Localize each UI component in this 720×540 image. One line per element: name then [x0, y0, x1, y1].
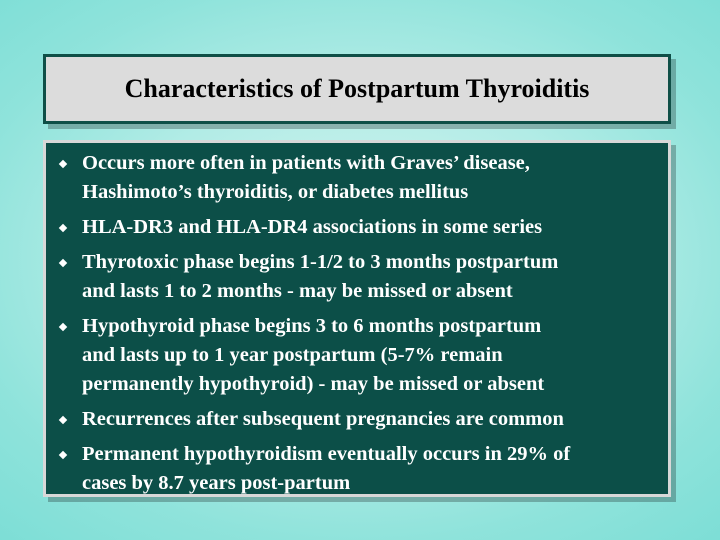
bullet-text	[82, 149, 658, 207]
diamond-bullet-icon	[59, 323, 67, 331]
bullet-item	[54, 213, 658, 242]
diamond-bullet-icon	[59, 416, 67, 424]
bullet-list	[54, 149, 658, 498]
diamond-bullet-icon	[59, 160, 67, 168]
slide-title: Characteristics of Postpartum Thyroiditis	[124, 74, 590, 103]
bullet-line: cases by 8.7 years post-partum	[82, 472, 351, 494]
bullet-item	[54, 312, 658, 399]
diamond-bullet-icon	[59, 224, 67, 232]
bullet-text	[82, 405, 658, 434]
bullet-line: Recurrences after subsequent pregnancies are common	[82, 408, 564, 430]
bullet-line: Hashimoto’s thyroiditis, or diabetes mellitus	[82, 181, 469, 203]
bullet-line: and lasts up to 1 year postpartum (5-7% remain	[82, 344, 503, 366]
bullet-line: Permanent hypothyroidism eventually occurs in 29% of	[82, 443, 571, 465]
bullet-text	[82, 213, 658, 242]
diamond-bullet-icon	[59, 259, 67, 267]
bullet-item	[54, 248, 658, 306]
diamond-bullet-icon	[59, 451, 67, 459]
bullet-text	[82, 248, 658, 306]
title-box	[43, 54, 671, 124]
bullet-text	[82, 312, 658, 399]
content-box	[43, 140, 671, 497]
bullet-line: and lasts 1 to 2 months - may be missed or absent	[82, 280, 513, 302]
bullet-item	[54, 149, 658, 207]
bullet-line: Occurs more often in patients with Graves’ disease,	[82, 152, 530, 174]
bullet-line: HLA-DR3 and HLA-DR4 associations in some series	[82, 216, 543, 238]
bullet-line: permanently hypothyroid) - may be missed or absent	[82, 373, 545, 395]
bullet-line: Hypothyroid phase begins 3 to 6 months postpartum	[82, 315, 542, 337]
bullet-item	[54, 405, 658, 434]
bullet-text	[82, 440, 658, 498]
bullet-item	[54, 440, 658, 498]
bullet-line: Thyrotoxic phase begins 1-1/2 to 3 months postpartum	[82, 251, 559, 273]
